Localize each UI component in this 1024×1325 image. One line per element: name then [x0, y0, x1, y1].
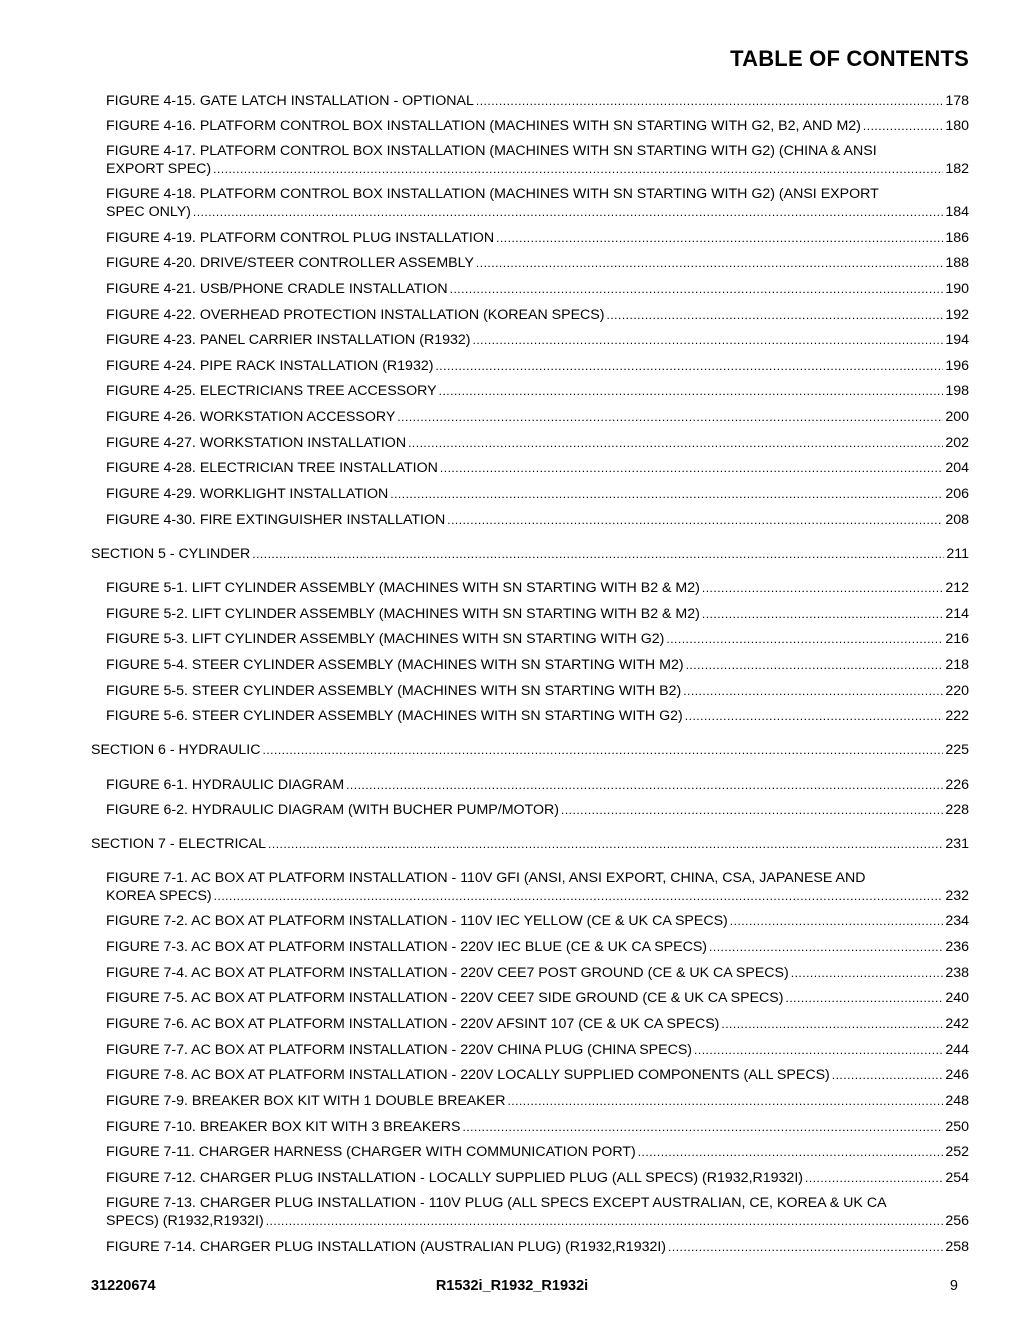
toc-section-entry[interactable]: [91, 835, 969, 853]
toc-figure-entry[interactable]: [106, 801, 969, 819]
dot-leader: [507, 1092, 943, 1110]
toc-figure-entry[interactable]: [106, 776, 969, 794]
toc-entry-title: SECTION 7 - ELECTRICAL: [91, 836, 267, 852]
toc-entry-title: FIGURE 5-4. STEER CYLINDER ASSEMBLY (MACHINES WITH SN STARTING WITH M2): [106, 657, 684, 673]
toc-entry-title-line: FIGURE 4-18. PLATFORM CONTROL BOX INSTALLATION (MACHINES WITH SN STARTING WITH G2) (ANSI EXPORT: [106, 186, 879, 202]
toc-entry-page: 211: [946, 546, 969, 562]
toc-entry-title: FIGURE 7-9. BREAKER BOX KIT WITH 1 DOUBLE BREAKER: [106, 1093, 506, 1109]
toc-entry-title: FIGURE 7-8. AC BOX AT PLATFORM INSTALLATION - 220V LOCALLY SUPPLIED COMPONENTS (ALL SPECS): [106, 1067, 830, 1083]
toc-entry-title: FIGURE 5-3. LIFT CYLINDER ASSEMBLY (MACHINES WITH SN STARTING WITH G2): [106, 631, 665, 647]
dot-leader: [266, 1212, 944, 1230]
toc-entry-page: 214: [945, 606, 969, 622]
toc-entry-title: FIGURE 7-4. AC BOX AT PLATFORM INSTALLATION - 220V CEE7 POST GROUND (CE & UK CA SPECS): [106, 965, 789, 981]
toc-entry-page: 225: [945, 742, 969, 758]
toc-entry-title: SPECS) (R1932,R1932I): [106, 1213, 264, 1229]
toc-entry-title: FIGURE 5-2. LIFT CYLINDER ASSEMBLY (MACHINES WITH SN STARTING WITH B2 & M2): [106, 606, 700, 622]
toc-figure-entry[interactable]: [106, 511, 969, 529]
dot-leader: [440, 459, 943, 477]
toc-entry-page: 208: [945, 512, 969, 528]
toc-entry-page: 190: [945, 281, 969, 297]
dot-leader: [666, 630, 943, 648]
toc-figure-entry[interactable]: [106, 357, 969, 375]
toc-figure-entry[interactable]: [106, 989, 969, 1007]
toc-entry-title: FIGURE 4-26. WORKSTATION ACCESSORY: [106, 409, 396, 425]
toc-entry-page: 218: [945, 657, 969, 673]
toc-entry-title: FIGURE 7-3. AC BOX AT PLATFORM INSTALLATION - 220V IEC BLUE (CE & UK CA SPECS): [106, 939, 708, 955]
toc-entry-title-line: FIGURE 7-13. CHARGER PLUG INSTALLATION - 110V PLUG (ALL SPECS EXCEPT AUSTRALIAN, CE, KOREA & UK CA: [106, 1195, 887, 1211]
dot-leader: [685, 707, 944, 725]
toc-entry-page: 250: [945, 1119, 969, 1135]
toc-entry-title: FIGURE 4-27. WORKSTATION INSTALLATION: [106, 435, 407, 451]
dot-leader: [213, 160, 943, 178]
dot-leader: [805, 1169, 943, 1187]
toc-figure-entry[interactable]: [106, 630, 969, 648]
dot-leader: [721, 1015, 943, 1033]
toc-entry-page: 206: [945, 486, 969, 502]
dot-leader: [263, 741, 944, 759]
toc-figure-entry[interactable]: [106, 229, 969, 247]
toc-figure-entry[interactable]: [106, 306, 969, 324]
toc-entry-title: FIGURE 4-16. PLATFORM CONTROL BOX INSTALLATION (MACHINES WITH SN STARTING WITH G2, B2, AND M2): [106, 118, 861, 134]
toc-figure-entry[interactable]: [106, 682, 969, 700]
toc-figure-entry[interactable]: [106, 1041, 969, 1059]
toc-entry-title: FIGURE 4-28. ELECTRICIAN TREE INSTALLATION: [106, 460, 438, 476]
toc-entry-title: FIGURE 7-10. BREAKER BOX KIT WITH 3 BREAKERS: [106, 1119, 461, 1135]
toc-entry-title: FIGURE 7-12. CHARGER PLUG INSTALLATION - LOCALLY SUPPLIED PLUG (ALL SPECS) (R1932,R1932I): [106, 1170, 803, 1186]
dot-leader: [193, 203, 943, 221]
toc-entry-page: 228: [945, 802, 969, 818]
toc-figure-entry[interactable]: [106, 331, 969, 349]
toc-entry-page: 216: [945, 631, 969, 647]
toc-entry-title: FIGURE 7-6. AC BOX AT PLATFORM INSTALLATION - 220V AFSINT 107 (CE & UK CA SPECS): [106, 1016, 720, 1032]
dot-leader: [390, 485, 943, 503]
dot-leader: [450, 280, 944, 298]
dot-leader: [791, 964, 944, 982]
dot-leader: [730, 912, 944, 930]
toc-entry-title: FIGURE 7-14. CHARGER PLUG INSTALLATION (AUSTRALIAN PLUG) (R1932,R1932I): [106, 1239, 667, 1255]
toc-entry-page: 236: [945, 939, 969, 955]
toc-figure-entry[interactable]: [106, 382, 969, 400]
toc-entry-title: SECTION 5 - CYLINDER: [91, 546, 251, 562]
toc-entry-page: 204: [945, 460, 969, 476]
toc-entry-page: 234: [945, 913, 969, 929]
toc-entry-page: 194: [945, 332, 969, 348]
toc-figure-entry[interactable]: [106, 605, 969, 623]
toc-figure-entry[interactable]: [106, 1118, 969, 1136]
dot-leader: [346, 776, 943, 794]
toc-entry-page: 184: [945, 204, 969, 220]
dot-leader: [408, 434, 943, 452]
toc-figure-entry[interactable]: [106, 1066, 969, 1084]
toc-entry-page: 254: [945, 1170, 969, 1186]
toc-figure-entry[interactable]: [106, 1169, 969, 1187]
toc-entry-page: 231: [945, 836, 969, 852]
dot-leader: [447, 511, 943, 529]
toc-entry-page: 196: [945, 358, 969, 374]
dot-leader: [476, 254, 943, 272]
dot-leader: [473, 331, 944, 349]
toc-entry-page: 244: [945, 1042, 969, 1058]
toc-entry-title: FIGURE 7-11. CHARGER HARNESS (CHARGER WITH COMMUNICATION PORT): [106, 1144, 636, 1160]
toc-entry-title-line: FIGURE 4-17. PLATFORM CONTROL BOX INSTALLATION (MACHINES WITH SN STARTING WITH G2) (CHINA & ANSI: [106, 143, 877, 159]
toc-entry-page: 226: [945, 777, 969, 793]
toc-entry-page: 200: [945, 409, 969, 425]
toc-entry-title: FIGURE 4-19. PLATFORM CONTROL PLUG INSTALLATION: [106, 230, 495, 246]
toc-entry-page: 246: [945, 1067, 969, 1083]
toc-entry-title: EXPORT SPEC): [106, 161, 212, 177]
toc-figure-entry[interactable]: [106, 280, 969, 298]
toc-entry-title: FIGURE 4-29. WORKLIGHT INSTALLATION: [106, 486, 389, 502]
toc-figure-entry[interactable]: [106, 869, 969, 905]
toc-figure-entry[interactable]: [106, 1015, 969, 1033]
toc-entry-title: FIGURE 4-24. PIPE RACK INSTALLATION (R1932): [106, 358, 434, 374]
toc-entry-title: FIGURE 4-30. FIRE EXTINGUISHER INSTALLATION: [106, 512, 446, 528]
toc-figure-entry[interactable]: [106, 434, 969, 452]
toc-figure-entry[interactable]: [106, 117, 969, 135]
toc-section-entry[interactable]: [91, 545, 969, 563]
dot-leader: [863, 117, 943, 135]
dot-leader: [268, 835, 943, 853]
toc-entry-page: 248: [945, 1093, 969, 1109]
toc-entry-title: FIGURE 5-5. STEER CYLINDER ASSEMBLY (MACHINES WITH SN STARTING WITH B2): [106, 683, 682, 699]
toc-entry-title: FIGURE 4-20. DRIVE/STEER CONTROLLER ASSEMBLY: [106, 255, 474, 271]
dot-leader: [435, 357, 943, 375]
toc-entry-page: 212: [945, 580, 969, 596]
toc-figure-entry[interactable]: [106, 938, 969, 956]
toc-figure-entry[interactable]: [106, 912, 969, 930]
toc-figure-entry[interactable]: [106, 964, 969, 982]
dot-leader: [638, 1143, 944, 1161]
toc-entry-title: FIGURE 5-1. LIFT CYLINDER ASSEMBLY (MACHINES WITH SN STARTING WITH B2 & M2): [106, 580, 700, 596]
toc-entry-page: 182: [945, 161, 969, 177]
toc-entry-title: FIGURE 4-23. PANEL CARRIER INSTALLATION (R1932): [106, 332, 471, 348]
dot-leader: [686, 656, 944, 674]
toc-figure-entry[interactable]: [106, 185, 969, 221]
toc-entry-page: 232: [945, 888, 969, 904]
page-title: TABLE OF CONTENTS: [730, 46, 969, 71]
toc-entry-title: FIGURE 6-1. HYDRAULIC DIAGRAM: [106, 777, 345, 793]
toc-entry-title: FIGURE 7-5. AC BOX AT PLATFORM INSTALLATION - 220V CEE7 SIDE GROUND (CE & UK CA SPECS): [106, 990, 784, 1006]
toc-entry-page: 186: [945, 230, 969, 246]
toc-entry-page: 198: [945, 383, 969, 399]
toc-entry-page: 240: [945, 990, 969, 1006]
toc-entry-page: 180: [945, 118, 969, 134]
toc-entry-title: FIGURE 7-2. AC BOX AT PLATFORM INSTALLATION - 110V IEC YELLOW (CE & UK CA SPECS): [106, 913, 728, 929]
dot-leader: [439, 382, 944, 400]
toc-figure-entry[interactable]: [106, 1092, 969, 1110]
toc-entry-page: 238: [945, 965, 969, 981]
dot-leader: [683, 682, 943, 700]
toc-figure-entry[interactable]: [106, 459, 969, 477]
toc-entry-page: 178: [945, 93, 969, 109]
toc-entry-title: FIGURE 4-25. ELECTRICIANS TREE ACCESSORY: [106, 383, 437, 399]
toc-entry-page: 202: [945, 435, 969, 451]
toc-entry-title: SPEC ONLY): [106, 204, 191, 220]
toc-entry-title: SECTION 6 - HYDRAULIC: [91, 742, 261, 758]
toc-figure-entry[interactable]: [106, 1194, 969, 1230]
dot-leader: [668, 1238, 943, 1256]
toc-entry-title: FIGURE 6-2. HYDRAULIC DIAGRAM (WITH BUCHER PUMP/MOTOR): [106, 802, 559, 818]
dot-leader: [702, 605, 943, 623]
toc-entry-page: 188: [945, 255, 969, 271]
toc-entry-title: FIGURE 5-6. STEER CYLINDER ASSEMBLY (MACHINES WITH SN STARTING WITH G2): [106, 708, 683, 724]
dot-leader: [785, 989, 943, 1007]
toc-figure-entry[interactable]: [106, 656, 969, 674]
dot-leader: [694, 1041, 943, 1059]
toc-entry-title: KOREA SPECS): [106, 888, 212, 904]
toc-entry-page: 258: [945, 1239, 969, 1255]
toc-entry-page: 242: [945, 1016, 969, 1032]
toc-figure-entry[interactable]: [106, 1143, 969, 1161]
toc-figure-entry[interactable]: [106, 707, 969, 725]
dot-leader: [832, 1066, 944, 1084]
toc-entry-page: 256: [945, 1213, 969, 1229]
toc-entry-page: 192: [945, 307, 969, 323]
page-number: 9: [949, 1278, 958, 1294]
toc-figure-entry[interactable]: [106, 485, 969, 503]
toc-entry-title: FIGURE 7-7. AC BOX AT PLATFORM INSTALLATION - 220V CHINA PLUG (CHINA SPECS): [106, 1042, 693, 1058]
toc-entry-title-line: FIGURE 7-1. AC BOX AT PLATFORM INSTALLATION - 110V GFI (ANSI, ANSI EXPORT, CHINA, CSA, JAPANESE AND: [106, 870, 866, 886]
document-number: 31220674: [91, 1278, 156, 1294]
toc-entry-page: 252: [945, 1144, 969, 1160]
toc-entry-page: 222: [945, 708, 969, 724]
toc-figure-entry[interactable]: [106, 92, 969, 110]
toc-entry-title: FIGURE 4-15. GATE LATCH INSTALLATION - OPTIONAL: [106, 93, 474, 109]
dot-leader: [702, 579, 943, 597]
toc-section-entry[interactable]: [91, 741, 969, 759]
toc-figure-entry[interactable]: [106, 579, 969, 597]
toc-figure-entry[interactable]: [106, 142, 969, 178]
toc-figure-entry[interactable]: [106, 408, 969, 426]
toc-entry-title: FIGURE 4-21. USB/PHONE CRADLE INSTALLATION: [106, 281, 448, 297]
toc-figure-entry[interactable]: [106, 1238, 969, 1256]
toc-entry-title: FIGURE 4-22. OVERHEAD PROTECTION INSTALLATION (KOREAN SPECS): [106, 307, 605, 323]
dot-leader: [561, 801, 943, 819]
dot-leader: [252, 545, 944, 563]
dot-leader: [476, 92, 943, 110]
toc-entry-page: 220: [945, 683, 969, 699]
dot-leader: [397, 408, 943, 426]
dot-leader: [463, 1118, 944, 1136]
dot-leader: [607, 306, 944, 324]
dot-leader: [496, 229, 943, 247]
model-names: R1532i_R1932_R1932i: [435, 1278, 589, 1294]
dot-leader: [709, 938, 943, 956]
dot-leader: [214, 887, 944, 905]
toc-figure-entry[interactable]: [106, 254, 969, 272]
